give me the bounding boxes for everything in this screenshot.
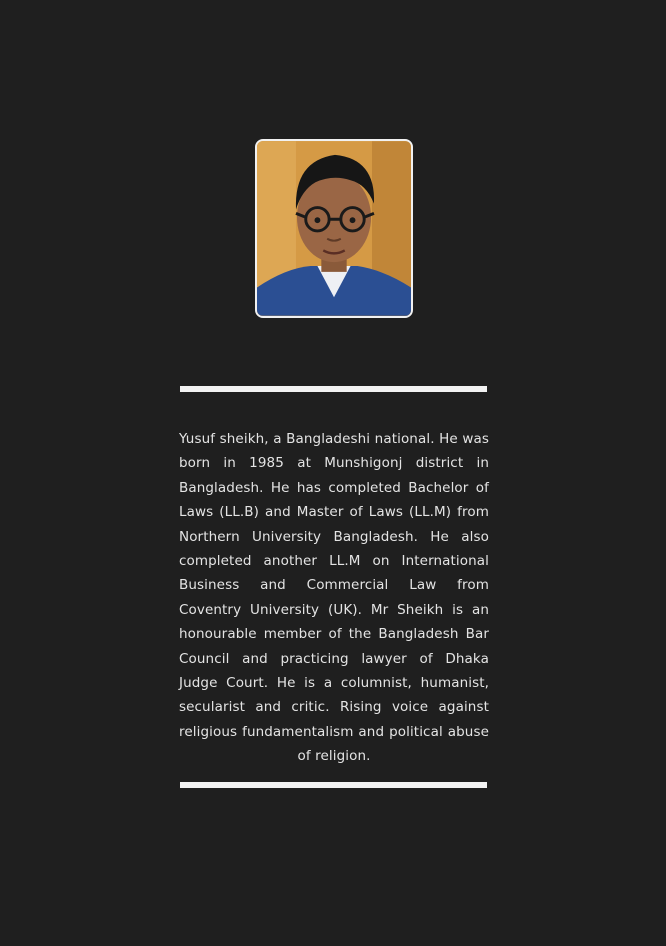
bottom-divider [180,782,487,788]
author-photo [255,139,413,318]
top-divider [180,386,487,392]
portrait-photo-icon [257,141,411,316]
author-bio: Yusuf sheikh, a Bangladeshi national. He was born in 1985 at Munshigonj district in Bangladesh. He has completed Bachelor of Laws (LL.B) and Master of Laws (LL.M) from Northern University Bangladesh. He also completed another LL.M on International Business and Commercial Law from Coventry University (UK). Mr Sheikh is an honourable member of the Bangladesh Bar Council and practicing lawyer of Dhaka Judge Court. He is a columnist, humanist, secularist and critic. Rising voice against religious fundamentalism and political abuse of religion. [179,431,489,765]
